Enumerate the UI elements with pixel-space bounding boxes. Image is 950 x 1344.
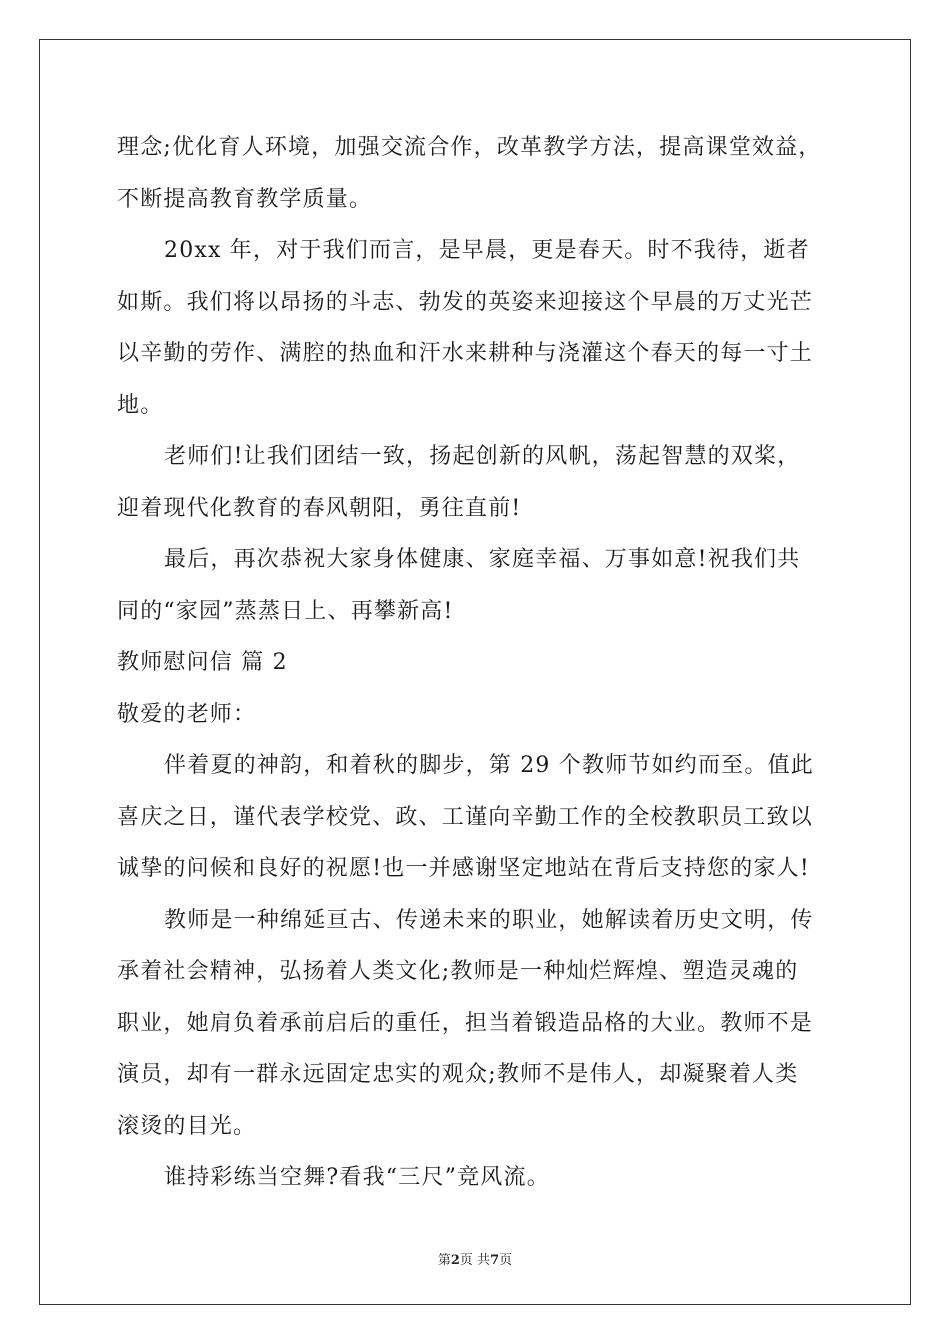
text-line: 喜庆之日，谨代表学校党、政、工谨向辛勤工作的全校教职员工致以 — [117, 804, 814, 830]
section-heading: 教师慰问信 篇 2 — [117, 650, 288, 675]
text-line: 如斯。我们将以昂扬的斗志、勃发的英姿来迎接这个早晨的万丈光芒 — [117, 289, 814, 315]
document-body — [117, 122, 837, 1204]
footer-suffix: 页 — [499, 1253, 513, 1268]
text-line: 职业，她肩负着承前启后的重任，担当着锻造品格的大业。教师不是 — [117, 1010, 814, 1036]
text-line: 地。 — [117, 392, 164, 418]
salutation: 敬爱的老师： — [117, 701, 257, 727]
text-line: 不断提高教育教学质量。 — [117, 186, 373, 212]
footer-middle: 页 共 — [459, 1253, 491, 1268]
text-line: 迎着现代化教育的春风朝阳，勇往直前! — [117, 495, 522, 521]
text-line: 教师是一种绵延亘古、传递未来的职业，她解读着历史文明，传 — [164, 907, 814, 933]
text-line: 理念;优化育人环境，加强交流合作，改革教学方法，提高课堂效益， — [117, 135, 822, 160]
page-footer — [0, 1249, 950, 1268]
text-line: 伴着夏的神韵，和着秋的脚步，第 29 个教师节如约而至。值此 — [164, 753, 814, 778]
text-line: 演员，却有一群永远固定忠实的观众;教师不是伟人，却凝聚着人类 — [117, 1062, 799, 1087]
text-line: 20xx 年，对于我们而言，是早晨，更是春天。时不我待，逝者 — [164, 238, 810, 263]
text-line: 承着社会精神，弘扬着人类文化;教师是一种灿烂辉煌、塑造灵魂的 — [117, 959, 799, 984]
text-line: 谁持彩练当空舞?看我“三尺”竞风流。 — [164, 1165, 550, 1190]
text-line: 以辛勤的劳作、满腔的热血和汗水来耕种与浇灌这个春天的每一寸土 — [117, 341, 814, 366]
text-line: 滚烫的目光。 — [117, 1113, 257, 1139]
total-pages-number: 7 — [490, 1253, 500, 1268]
text-line: 同的“家园”蒸蒸日上、再攀新高! — [117, 598, 454, 624]
current-page-number: 2 — [450, 1253, 460, 1268]
text-line: 老师们!让我们团结一致，扬起创新的风帆，荡起智慧的双桨， — [164, 444, 801, 469]
text-line: 诚挚的问候和良好的祝愿!也一并感谢坚定地站在背后支持您的家人! — [117, 856, 810, 881]
footer-prefix: 第 — [437, 1253, 451, 1268]
text-line: 最后，再次恭祝大家身体健康、家庭幸福、万事如意!祝我们共 — [164, 547, 801, 572]
